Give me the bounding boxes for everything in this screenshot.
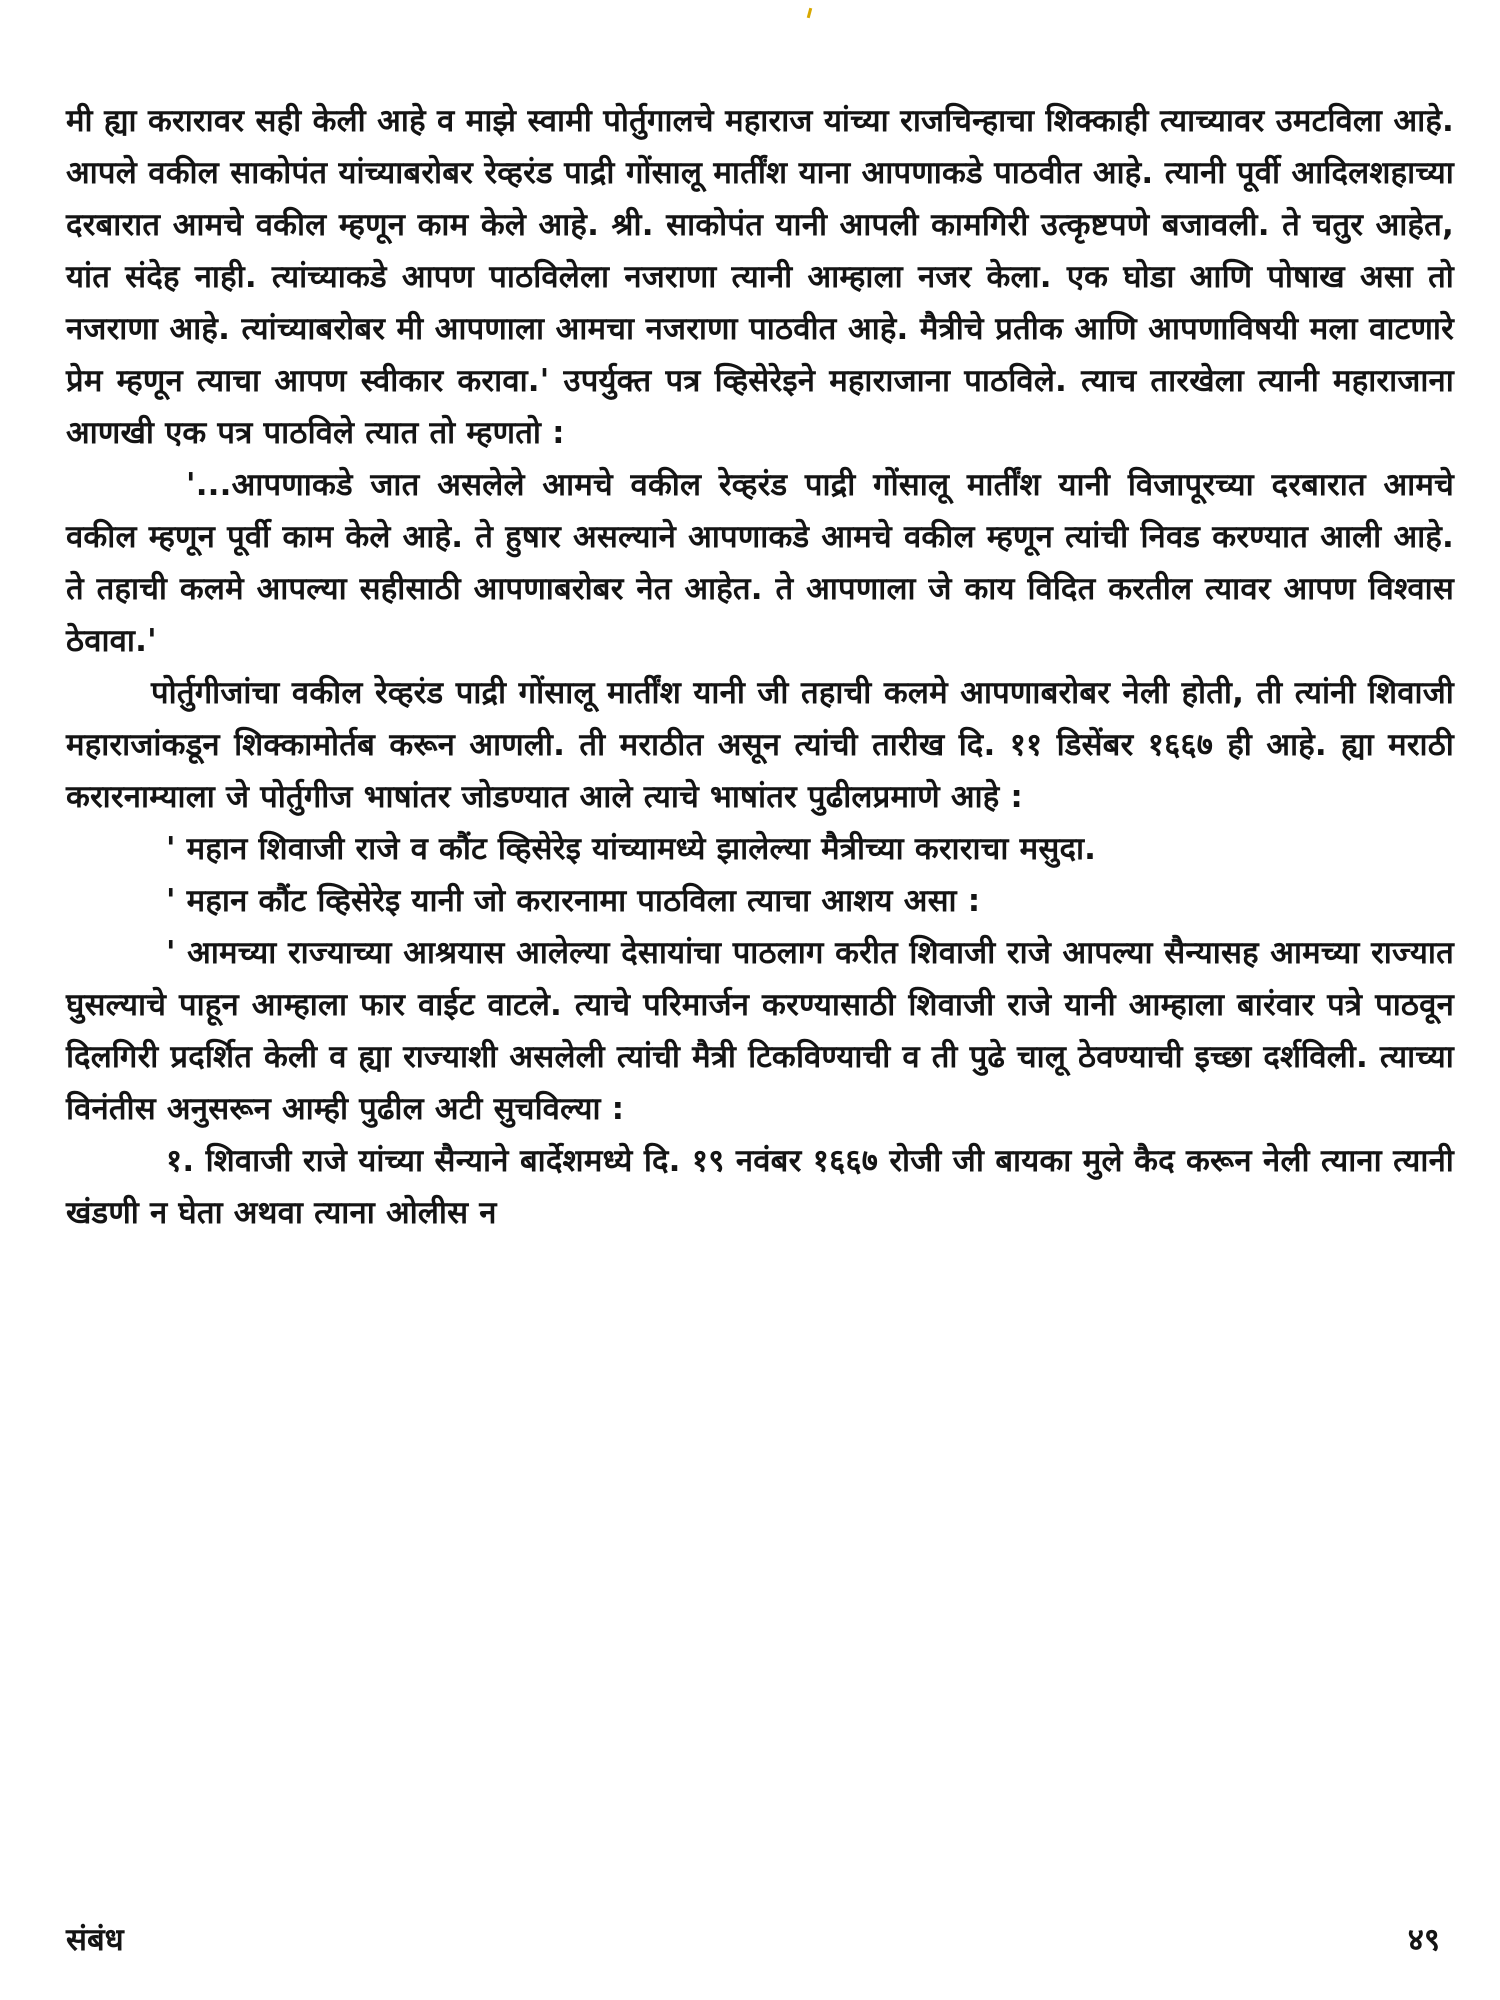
page-number: ४९ (1407, 1922, 1440, 1958)
paragraph-clause-1: १. शिवाजी राजे यांच्या सैन्याने बार्देशमध्ये दि. १९ नवंबर १६६७ रोजी जी बायका मुले कैद करून नेली त्याना त्यानी खंडणी न घेता अथवा त्याना ओलीस न (66, 1143, 1454, 1231)
paragraph-treaty-intro: पोर्तुगीजांचा वकील रेव्हरंड पाद्री गोंसालू मार्तींश यानी जी तहाची कलमे आपणाबरोबर नेली होती, ती त्यांनी शिवाजी महाराजांकडून शिक्कामोर्तब करून आणली. ती मराठीत असून त्यांची तारीख दि. ११ डिसेंबर १६६७ ही आहे. ह्या मराठी करारनाम्याला जे पोर्तुगीज भाषांतर जोडण्यात आले त्याचे भाषांतर पुढीलप्रमाणे आहे : (66, 675, 1454, 815)
page-footer (66, 1918, 1440, 1968)
paragraph-letter-continued: मी ह्या करारावर सही केली आहे व माझे स्वामी पोर्तुगालचे महाराज यांच्या राजचिन्हाचा शिक्काही त्याच्यावर उमटविला आहे. आपले वकील साकोपंत यांच्याबरोबर रेव्हरंड पाद्री गोंसालू मार्तींश याना आपणाकडे पाठवीत आहे. त्यानी पूर्वी आदिलशहाच्या दरबारात आमचे वकील म्हणून काम केले आहे. श्री. साकोपंत यानी आपली कामगिरी उत्कृष्टपणे बजावली. ते चतुर आहेत, यांत संदेह नाही. त्यांच्याकडे आपण पाठविलेला नजराणा त्यानी आम्हाला नजर केला. एक घोडा आणि पोषाख असा तो नजराणा आहे. त्यांच्याबरोबर मी आपणाला आमचा नजराणा पाठवीत आहे. मैत्रीचे प्रतीक आणि आपणाविषयी मला वाटणारे प्रेम म्हणून त्याचा आपण स्वीकार करावा.' उपर्युक्त पत्र व्हिसेरेइने महाराजाना पाठविले. त्याच तारखेला त्यानी महाराजाना आणखी एक पत्र पाठविले त्यात तो म्हणतो : (66, 103, 1454, 451)
paragraph-second-letter-quote: '...आपणाकडे जात असलेले आमचे वकील रेव्हरंड पाद्री गोंसालू मार्तींश यानी विजापूरच्या दरबारात आमचे वकील म्हणून पूर्वी काम केले आहे. ते हुषार असल्याने आपणाकडे आमचे वकील म्हणून त्यांची निवड करण्यात आली आहे. ते तहाची कलमे आपल्या सहीसाठी आपणाबरोबर नेत आहेत. ते आपणाला जे काय विदित करतील त्यावर आपण विश्वास ठेवावा.' (66, 467, 1454, 659)
footer-section-label: संबंध (66, 1922, 124, 1958)
paragraph-treaty-purport: ' महान कौंट व्हिसेरेइ यानी जो करारनामा पाठविला त्याचा आशय असा : (166, 883, 981, 919)
paragraph-treaty-preamble: ' आमच्या राज्याच्या आश्रयास आलेल्या देसायांचा पाठलाग करीत शिवाजी राजे आपल्या सैन्यासह आमच्या राज्यात घुसल्याचे पाहून आम्हाला फार वाईट वाटले. त्याचे परिमार्जन करण्यासाठी शिवाजी राजे यानी आम्हाला बारंवार पत्रे पाठवून दिलगिरी प्रदर्शित केली व ह्या राज्याशी असलेली त्यांची मैत्री टिकविण्याची व ती पुढे चालू ठेवण्याची इच्छा दर्शविली. त्याच्या विनंतीस अनुसरून आम्ही पुढील अटी सुचविल्या : (66, 935, 1454, 1127)
body-text (66, 95, 1454, 1239)
paragraph-treaty-draft-title: ' महान शिवाजी राजे व कौंट व्हिसेरेइ यांच्यामध्ये झालेल्या मैत्रीच्या कराराचा मसुदा. (166, 831, 1097, 867)
ink-speck (807, 8, 812, 18)
